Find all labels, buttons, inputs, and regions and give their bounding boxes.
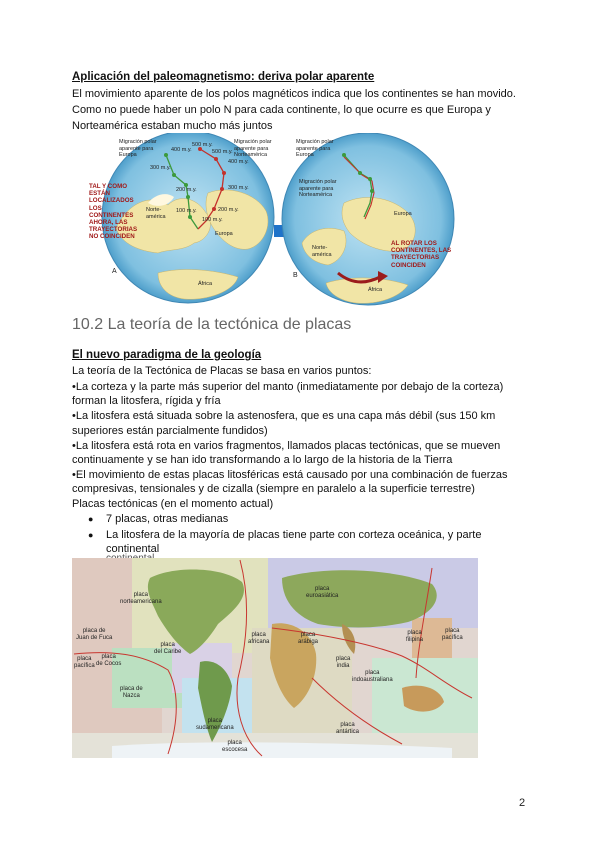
- red-note-line: CONTINENTES: [89, 211, 134, 219]
- section-title-plate-tectonics: 10.2 La teoría de la tectónica de placas: [72, 316, 352, 333]
- red-note-line: TRAYECTORIAS: [89, 226, 138, 234]
- paragraph-line: continuamente y se han ido transformando a lo largo de la historia de la Tierra: [72, 454, 453, 466]
- red-note-line: AL ROTAR LOS: [391, 240, 437, 247]
- age-label: 200 m.y.: [176, 187, 197, 193]
- age-label: 400 m.y.: [171, 147, 192, 153]
- paragraph-intro: La teoría de la Tectónica de Placas se basa en varios puntos:: [72, 365, 372, 377]
- section-heading-paleomagnetism: Aplicación del paleomagnetismo: deriva polar aparente: [72, 71, 375, 83]
- africa-label: África: [198, 281, 213, 287]
- plate-label-philippine: placa filipina: [406, 630, 424, 643]
- red-note-line: ESTÁN: [89, 190, 110, 198]
- plate-label-eurasian: placa euroasiática: [306, 586, 339, 599]
- paragraph-line: •La corteza y la parte más superior del manto (inmediatamente por debajo de la corteza): [72, 381, 504, 393]
- plate-label-scotia: placa escocesa: [222, 740, 248, 753]
- legend-line: Migración polar: [299, 179, 337, 185]
- red-note-line: TRAYECTORIAS: [391, 254, 440, 262]
- polar-wander-figure: [88, 133, 460, 309]
- age-label: 300 m.y.: [228, 185, 249, 191]
- polar-wander-globes: [88, 133, 460, 309]
- plate-label-north-american: placa norteamericana: [120, 592, 162, 605]
- plate-label-south-american: placa sudamericana: [196, 718, 234, 731]
- paragraph-line: El movimiento aparente de los polos magnéticos indica que los continentes se han movido.: [72, 88, 516, 100]
- plate-label-indo-australian: placa indoaustraliana: [352, 670, 393, 683]
- panel-letter: B: [293, 272, 298, 279]
- paragraph-line: •El movimiento de estas placas litosféricas está causado por una combinación de fuerzas: [72, 469, 508, 481]
- paragraph-line: •La litosfera está rota en varios fragmentos, llamados placas tectónicas, que se mueven: [72, 440, 501, 452]
- red-note-line: COINCIDEN: [391, 261, 426, 269]
- plate-label-caribbean: placa del Caribe: [154, 642, 182, 655]
- paragraph-line: compresivas, tensionales y de cizalla (siempre en paralelo a la superficie terrestre): [72, 483, 475, 495]
- age-label: 500 m.y.: [212, 149, 233, 155]
- plate-label-pacific-east: placa pacífica: [442, 628, 463, 641]
- legend-line: Norteamérica: [234, 152, 268, 158]
- europe-label: Europa: [215, 231, 233, 237]
- paragraph-line: Como no puede haber un polo N para cada continente, lo que ocurre es que Europa y: [72, 104, 491, 116]
- legend-line: aparente para: [296, 145, 331, 152]
- plate-label-antarctic: placa antártica: [336, 722, 360, 735]
- paragraph-line: Norteamérica estaban mucho más juntos: [72, 120, 273, 132]
- paragraph-line: forman la litosfera, rígida y fría: [72, 395, 221, 407]
- red-note-line: NO COINCIDEN: [89, 233, 135, 241]
- age-label: 100 m.y.: [176, 208, 197, 214]
- plate-label-indian: placa india: [336, 656, 351, 669]
- page-number: 2: [519, 797, 526, 809]
- age-label: 200 m.y.: [218, 207, 239, 213]
- tectonic-plates-map: [72, 558, 478, 758]
- plate-label-arabian: placa arábiga: [298, 632, 319, 645]
- plate-label-african: placa africana: [248, 632, 270, 645]
- north-america-label: Norte- américa: [312, 245, 332, 258]
- legend-line: aparente para: [119, 145, 154, 152]
- red-note-line: LOS: [89, 204, 102, 212]
- paragraph-line: •La litosfera está situada sobre la astenosfera, que es una capa más débil (sus 150 km: [72, 410, 496, 422]
- legend-line: Migración polar: [296, 139, 334, 145]
- red-note-line: CONTINENTES, LAS: [391, 247, 452, 255]
- age-label: 400 m.y.: [228, 159, 249, 165]
- legend-line: Norteamérica: [299, 192, 333, 198]
- world-map-graphic: [72, 558, 478, 758]
- paragraph-line: superiores están parcialmente fundidos): [72, 425, 268, 437]
- plates-bullet-list: [84, 512, 534, 556]
- section-heading-paradigm: El nuevo paradigma de la geología: [72, 349, 262, 361]
- age-label: 500 m.y.: [192, 142, 213, 148]
- europe-label: Europa: [394, 211, 412, 217]
- north-america-label: Norte- américa: [146, 207, 166, 220]
- legend-line: Migración polar: [119, 139, 157, 145]
- plate-label-nazca: placa de Nazca: [120, 686, 143, 699]
- plate-label-cocos: placa de Cocos: [96, 654, 122, 667]
- panel-letter: A: [112, 268, 117, 275]
- plate-label-pacific-west: placa pacífica: [74, 656, 95, 669]
- africa-label: África: [368, 287, 383, 293]
- legend-line: Europa: [296, 152, 314, 158]
- red-note-line: AHORA, LAS: [89, 219, 128, 227]
- plate-label-juan-de-fuca: placa de Juan de Fuca: [76, 628, 113, 641]
- legend-line: Migración polar: [234, 139, 272, 145]
- red-note-line: TAL Y COMO: [89, 183, 128, 190]
- age-label: 100 m.y.: [202, 217, 223, 223]
- red-note-line: LOCALIZADOS: [89, 197, 134, 205]
- legend-line: aparente para: [299, 185, 334, 192]
- bullet-item: ● 7 placas, otras medianas: [84, 512, 534, 526]
- age-label: 300 m.y.: [150, 165, 171, 171]
- paragraph-line: Placas tectónicas (en el momento actual): [72, 498, 274, 510]
- legend-line: aparente para: [234, 145, 269, 152]
- bullet-item: ● La litosfera de la mayoría de placas tiene parte con corteza oceánica, y parte continental: [84, 528, 534, 556]
- legend-line: Europa: [119, 152, 137, 158]
